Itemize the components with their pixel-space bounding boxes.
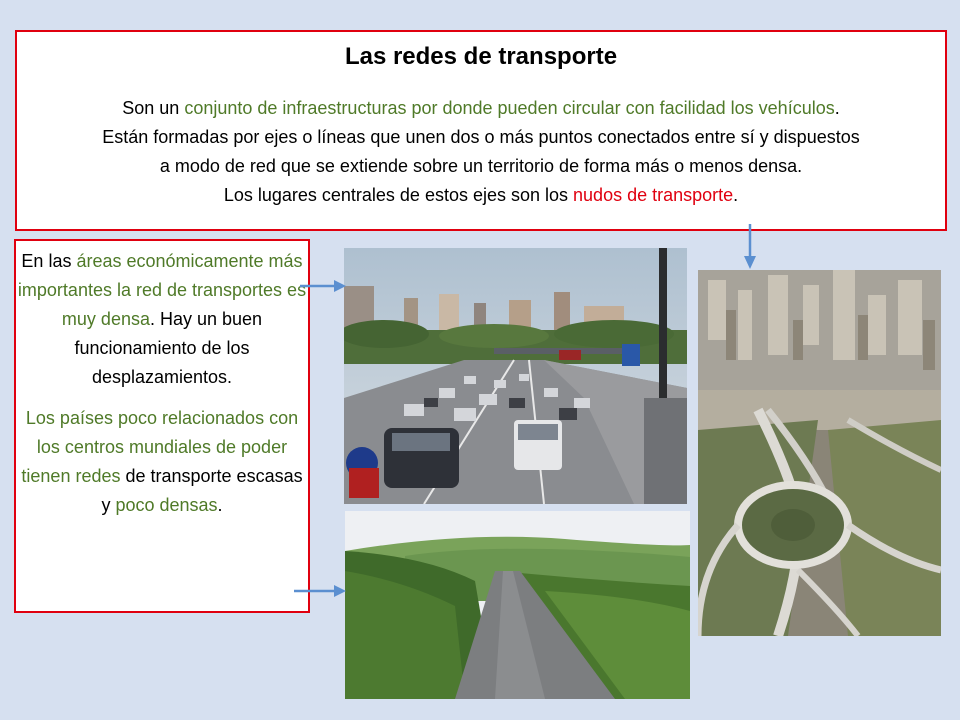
highlight-developed-areas: áreas económicamente más importantes la red de transportes es muy densa	[17, 251, 307, 329]
sparse-network-text: Los países poco relacionados con los centros mundiales de poder tienen redes de transporte escasas y poco densas.	[21, 408, 303, 515]
intro-text: Son un conjunto de infraestructuras por donde pueden circular con facilidad los vehículos. Están formadas por ejes o líneas que unen dos o más puntos conectados entre sí y dispuestos a modo de red que se extiende sobre un territorio de forma más o menos densa. Los lugares centrales de estos ejes son los nudos de transporte.	[102, 98, 860, 205]
highlight-underdeveloped: Los países poco relacionados con los centros mundiales de poder tienen redes	[21, 408, 299, 486]
slide-title: Las redes de transporte	[344, 43, 618, 70]
arrow-right-icon	[292, 581, 348, 601]
highway-photo	[344, 248, 687, 504]
highlight-transport-nodes: nudos de transporte	[573, 185, 734, 205]
highlight-infrastructure: conjunto de infraestructuras por donde pueden circular con facilidad los vehículos	[184, 98, 835, 118]
interchange-aerial-photo	[698, 270, 941, 636]
country-road-photo	[345, 511, 690, 699]
arrow-right-icon	[298, 276, 348, 296]
network-density-box	[14, 239, 310, 613]
arrow-down-icon	[740, 222, 760, 272]
highlight-sparse: poco densas	[115, 495, 218, 515]
dense-network-text: En las áreas económicamente más importantes la red de transportes es muy densa. Hay un buen funcionamiento de los desplazamientos.	[17, 251, 307, 387]
definition-box	[15, 30, 947, 231]
